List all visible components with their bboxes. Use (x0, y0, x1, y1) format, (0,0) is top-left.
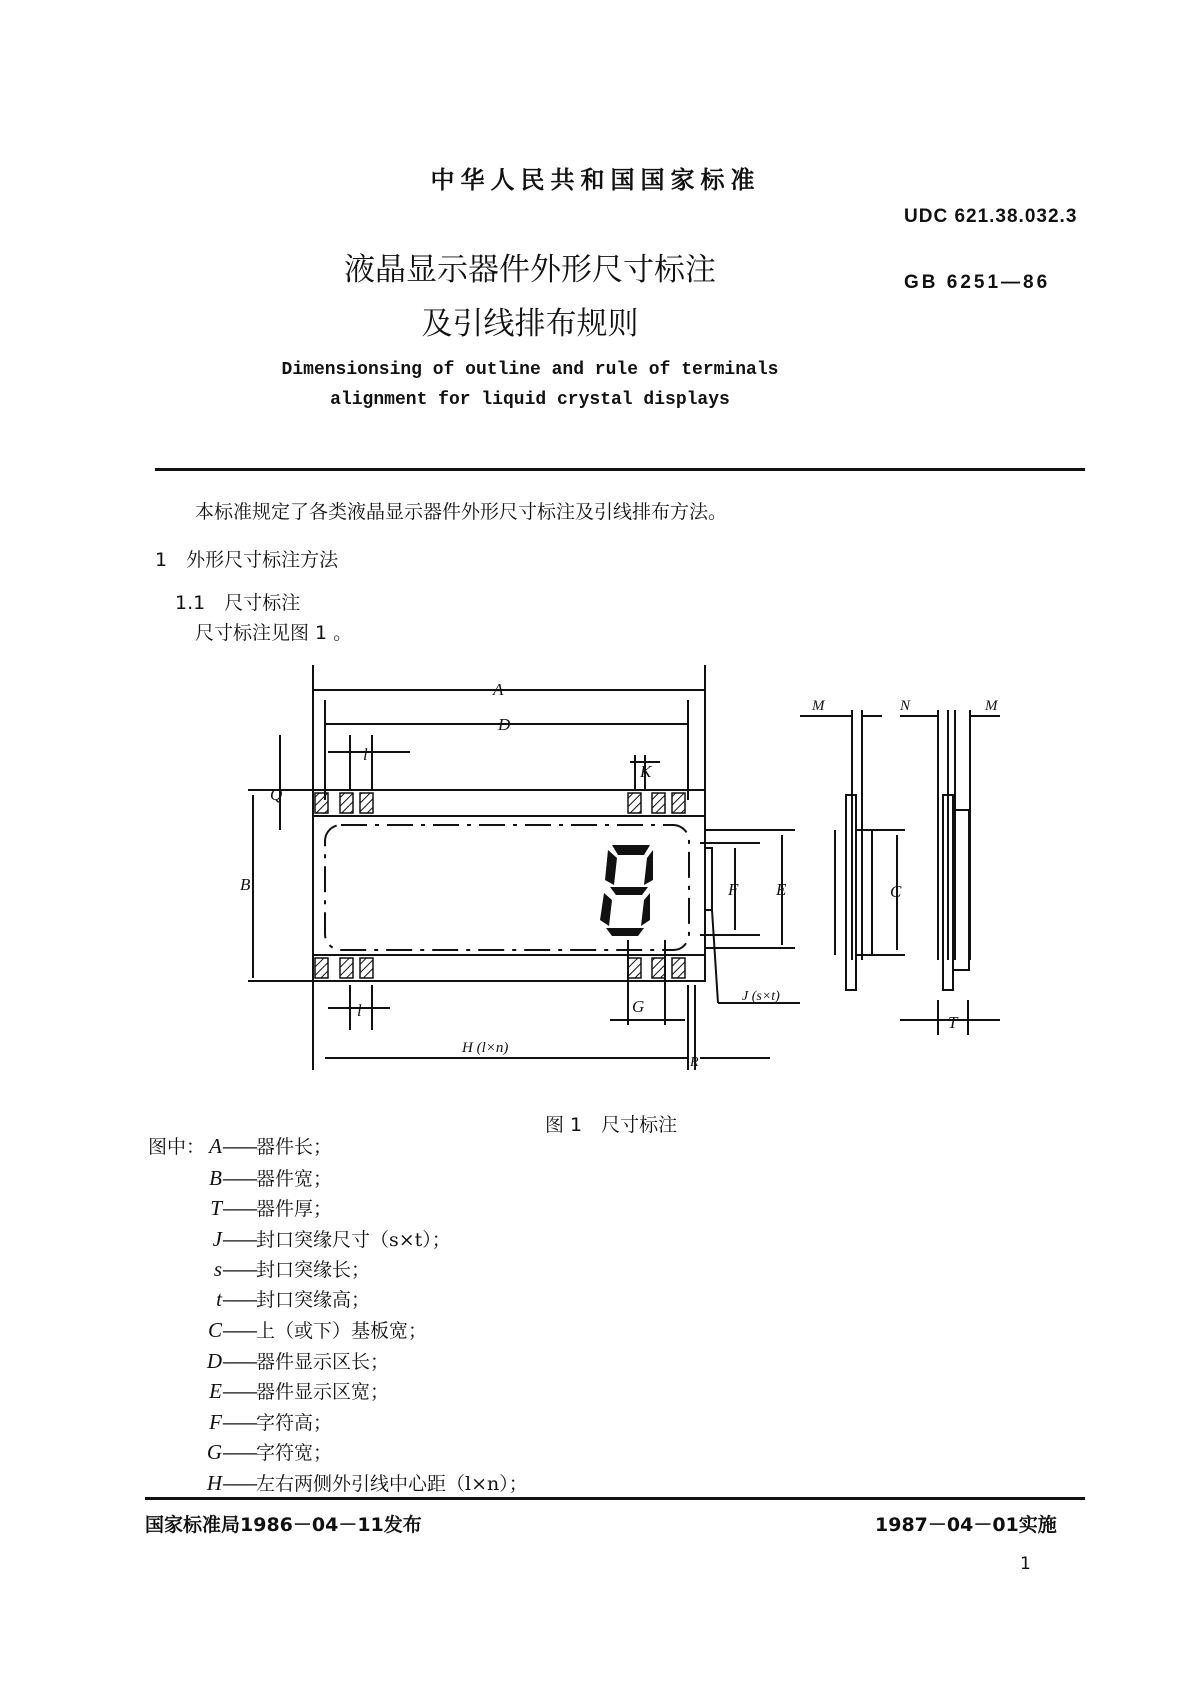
legend-symbol: F (209, 1410, 222, 1434)
figure-caption: 图 1 尺寸标注 (545, 1114, 678, 1136)
legend-symbol: A (209, 1134, 222, 1158)
legend-item: B——器件宽； (152, 1164, 332, 1191)
legend-text: 器件显示区长； (256, 1351, 390, 1373)
label-C: C (890, 882, 902, 901)
effective-date: 1987－04－01实施 (875, 1514, 1057, 1536)
label-M1: M (812, 698, 825, 714)
issue-date: 国家标准局1986－04－11发布 (145, 1514, 422, 1536)
legend-symbol: H (206, 1471, 222, 1495)
legend-item: T——器件厚； (152, 1194, 332, 1221)
gb-code: GB 6251—86 (904, 272, 1051, 293)
legend-symbol: J (212, 1227, 222, 1251)
legend-symbol: E (209, 1379, 222, 1403)
label-E: E (776, 880, 787, 899)
legend-symbol: C (207, 1318, 222, 1342)
legend-text: 器件长； (256, 1136, 333, 1158)
legend-item: D——器件显示区长； (152, 1347, 389, 1374)
title-cn-line1: 液晶显示器件外形尺寸标注 (344, 252, 716, 288)
label-Q: Q (270, 785, 283, 804)
label-M2: M (985, 698, 998, 714)
legend-text: 字符宽； (256, 1442, 333, 1464)
label-l-bottom: l (357, 1001, 362, 1020)
label-T: T (948, 1013, 958, 1032)
legend-symbol: T (210, 1196, 222, 1220)
label-G: G (632, 997, 645, 1016)
title-en-line2: alignment for liquid crystal displays (330, 390, 730, 410)
standard-header: 中华人民共和国国家标准 (430, 166, 761, 194)
legend-item: H——左右两侧外引线中心距（l×n）； (152, 1469, 528, 1496)
legend-text: 左右两侧外引线中心距（l×n）； (256, 1473, 528, 1495)
seven-segment-digit (600, 845, 653, 936)
intro-text: 本标准规定了各类液晶显示器件外形尺寸标注及引线排布方法。 (195, 501, 728, 523)
section-1-heading: 1 外形尺寸标注方法 (155, 549, 339, 571)
legend-text: 封口突缘尺寸（s×t）； (256, 1229, 451, 1251)
label-A: A (493, 680, 504, 699)
section-1-1-text: 尺寸标注见图 1 。 (195, 622, 353, 644)
title-cn-line2: 及引线排布规则 (421, 306, 639, 342)
legend-symbol: G (206, 1440, 222, 1464)
section-1-1-heading: 1.1 尺寸标注 (175, 592, 301, 614)
legend-text: 器件宽； (256, 1168, 333, 1190)
legend-text: 器件厚； (256, 1198, 333, 1220)
label-D: D (498, 715, 511, 734)
label-l-top: l (363, 745, 368, 764)
title-en-line1: Dimensionsing of outline and rule of terminals (281, 360, 779, 380)
legend-item: s——封口突缘长； (152, 1255, 370, 1282)
udc-code: UDC 621.38.032.3 (904, 206, 1078, 227)
legend-item: E——器件显示区宽； (152, 1377, 389, 1404)
label-K: K (640, 762, 652, 781)
legend-text: 封口突缘高； (256, 1289, 371, 1311)
label-J: J (s×t) (742, 989, 780, 1004)
legend-item: G——字符宽； (152, 1438, 332, 1465)
label-R: R (690, 1055, 699, 1070)
legend-text: 字符高； (256, 1412, 333, 1434)
legend-item: t——封口突缘高； (152, 1285, 370, 1312)
legend-text: 器件显示区宽； (256, 1381, 390, 1403)
legend-text: 上（或下）基板宽； (256, 1320, 428, 1342)
label-N: N (900, 698, 911, 714)
legend-symbol: t (216, 1287, 222, 1311)
label-F: F (728, 880, 739, 899)
legend-symbol: B (209, 1166, 222, 1190)
legend-text: 封口突缘长； (256, 1259, 371, 1281)
bottom-rule (145, 1497, 1085, 1500)
legend-item: F——字符高； (152, 1408, 332, 1435)
legend-prefix: 图中： (148, 1136, 206, 1158)
legend-symbol: D (206, 1349, 222, 1373)
label-B: B (240, 875, 251, 894)
legend-item: A——器件长； (152, 1132, 332, 1159)
legend-symbol: s (213, 1257, 222, 1281)
legend-item: C——上（或下）基板宽； (152, 1316, 427, 1343)
page-number: 1 (1020, 1554, 1031, 1574)
label-H: H (l×n) (462, 1040, 509, 1056)
legend-item: J——封口突缘尺寸（s×t）； (152, 1225, 451, 1252)
